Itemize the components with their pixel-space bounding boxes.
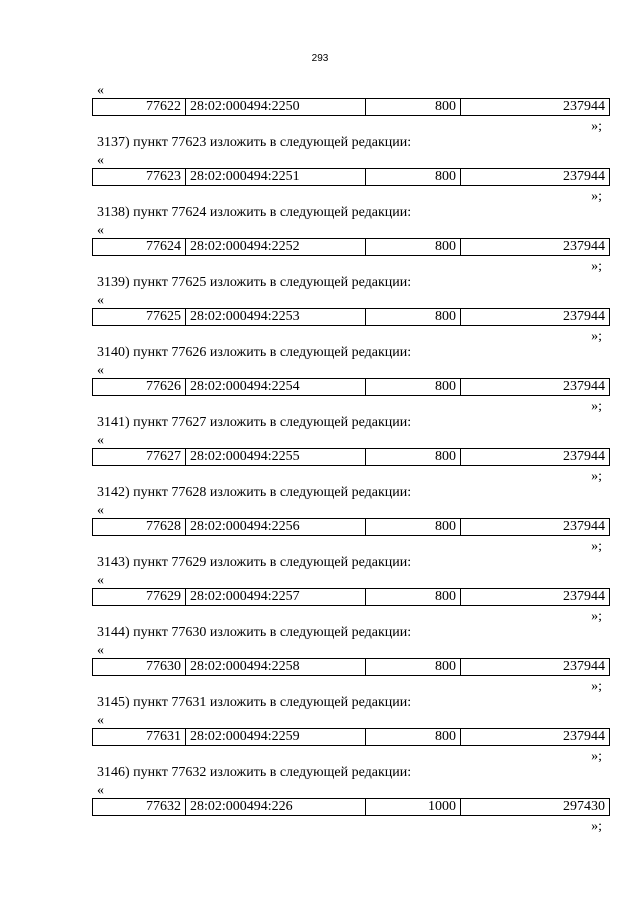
amendment-block [92,292,610,362]
cost-cell: 237944 [563,519,605,534]
amendment-instruction: 3139) пункт 77625 изложить в следующей редакции: [97,275,412,290]
amendment-instruction: 3144) пункт 77630 изложить в следующей редакции: [97,625,412,640]
cadastral-number-cell: 28:02:000494:2250 [186,99,366,115]
item-number-cell: 77627 [93,449,186,465]
cost-cell: 237944 [563,659,605,674]
opening-quote: « [97,83,104,98]
cost-cell: 237944 [563,239,605,254]
cost-cell: 237944 [563,449,605,464]
area-cell: 800 [366,99,461,115]
closing-quote: »; [591,189,602,204]
amendment-block [92,152,610,222]
closing-quote: »; [591,399,602,414]
closing-quote: »; [591,609,602,624]
amendment-block [92,82,610,152]
area-cell: 800 [366,169,461,185]
closing-quote: »; [591,469,602,484]
closing-quote: »; [591,679,602,694]
area-cell: 800 [366,309,461,325]
cadastral-number-cell: 28:02:000494:2257 [186,589,366,605]
document-body [92,82,610,852]
closing-quote: »; [591,539,602,554]
opening-quote: « [97,293,104,308]
amendment-instruction: 3137) пункт 77623 изложить в следующей редакции: [97,135,412,150]
opening-quote: « [97,153,104,168]
cost-cell: 237944 [563,729,605,744]
opening-quote: « [97,713,104,728]
cadastral-number-cell: 28:02:000494:2252 [186,239,366,255]
amendment-block [92,222,610,292]
table-row [92,448,610,466]
table-row [92,98,610,116]
area-cell: 800 [366,659,461,675]
table-row [92,378,610,396]
cadastral-number-cell: 28:02:000494:2259 [186,729,366,745]
table-row [92,238,610,256]
table-row [92,728,610,746]
cadastral-number-cell: 28:02:000494:2255 [186,449,366,465]
amendment-block [92,432,610,502]
item-number-cell: 77632 [93,799,186,815]
amendment-instruction: 3140) пункт 77626 изложить в следующей редакции: [97,345,412,360]
cadastral-number-cell: 28:02:000494:2254 [186,379,366,395]
amendment-instruction: 3142) пункт 77628 изложить в следующей редакции: [97,485,412,500]
area-cell: 800 [366,449,461,465]
cost-cell: 237944 [563,309,605,324]
amendment-block [92,712,610,782]
area-cell: 800 [366,379,461,395]
opening-quote: « [97,783,104,798]
amendment-block [92,782,610,852]
item-number-cell: 77630 [93,659,186,675]
table-row [92,168,610,186]
amendment-instruction: 3143) пункт 77629 изложить в следующей редакции: [97,555,412,570]
amendment-block [92,362,610,432]
cadastral-number-cell: 28:02:000494:2258 [186,659,366,675]
cost-cell: 237944 [563,99,605,114]
opening-quote: « [97,573,104,588]
table-row [92,798,610,816]
opening-quote: « [97,643,104,658]
cadastral-number-cell: 28:02:000494:226 [186,799,366,815]
table-row [92,308,610,326]
amendment-block [92,572,610,642]
item-number-cell: 77624 [93,239,186,255]
amendment-instruction: 3138) пункт 77624 изложить в следующей редакции: [97,205,412,220]
closing-quote: »; [591,819,602,834]
cadastral-number-cell: 28:02:000494:2251 [186,169,366,185]
opening-quote: « [97,433,104,448]
item-number-cell: 77625 [93,309,186,325]
cost-cell: 237944 [563,589,605,604]
area-cell: 800 [366,729,461,745]
cadastral-number-cell: 28:02:000494:2256 [186,519,366,535]
item-number-cell: 77622 [93,99,186,115]
closing-quote: »; [591,119,602,134]
item-number-cell: 77629 [93,589,186,605]
cost-cell: 297430 [563,799,605,814]
amendment-block [92,502,610,572]
area-cell: 800 [366,589,461,605]
item-number-cell: 77631 [93,729,186,745]
opening-quote: « [97,503,104,518]
area-cell: 800 [366,239,461,255]
opening-quote: « [97,363,104,378]
area-cell: 1000 [366,799,461,815]
item-number-cell: 77628 [93,519,186,535]
cost-cell: 237944 [563,169,605,184]
cadastral-number-cell: 28:02:000494:2253 [186,309,366,325]
closing-quote: »; [591,329,602,344]
closing-quote: »; [591,259,602,274]
page-number: 293 [311,53,329,64]
cost-cell: 237944 [563,379,605,394]
table-row [92,588,610,606]
item-number-cell: 77626 [93,379,186,395]
opening-quote: « [97,223,104,238]
amendment-instruction: 3141) пункт 77627 изложить в следующей редакции: [97,415,412,430]
table-row [92,518,610,536]
closing-quote: »; [591,749,602,764]
item-number-cell: 77623 [93,169,186,185]
amendment-instruction: 3145) пункт 77631 изложить в следующей редакции: [97,695,412,710]
amendment-block [92,642,610,712]
table-row [92,658,610,676]
amendment-instruction: 3146) пункт 77632 изложить в следующей редакции: [97,765,412,780]
area-cell: 800 [366,519,461,535]
